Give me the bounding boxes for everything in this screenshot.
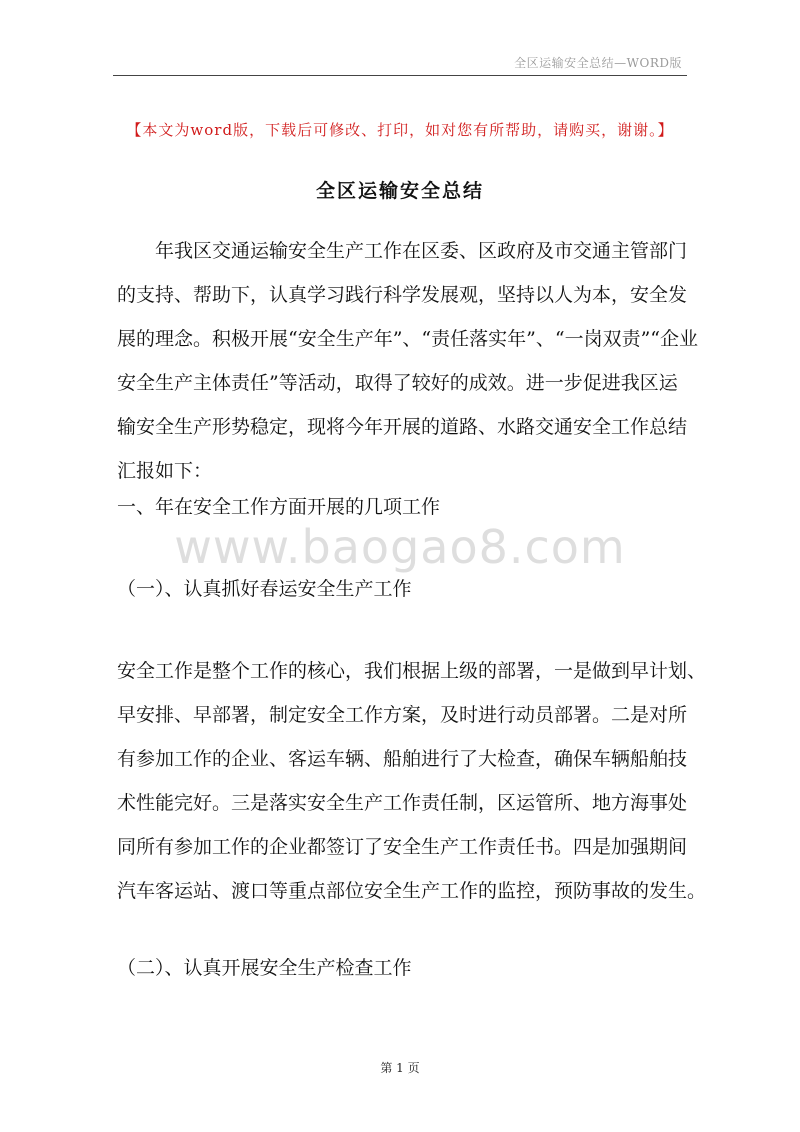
intro-line: 年我区交通运输安全生产工作在区委、区政府及市交通主管部门: [117, 240, 688, 262]
paragraph-line: 同所有参加工作的企业都签订了安全生产工作责任书。四是加强期间: [117, 836, 688, 858]
subsection-heading: （二）、认真开展安全生产检查工作: [117, 957, 412, 979]
intro-line: 的支持、帮助下，认真学习践行科学发展观，坚持以人为本，安全发: [117, 284, 688, 306]
paragraph-line: 有参加工作的企业、客运车辆、船舶进行了大检查，确保车辆船舶技: [117, 748, 688, 770]
intro-line: 汇报如下：: [117, 460, 213, 482]
paragraph-line: 汽车客运站、渡口等重点部位安全生产工作的监控，预防事故的发生。: [117, 880, 707, 902]
watermark: www.baogao8.com: [174, 520, 626, 574]
running-header: 全区运输安全总结—WORD版: [514, 56, 682, 70]
subsection-heading: （一）、认真抓好春运安全生产工作: [117, 578, 412, 600]
paragraph-line: 早安排、早部署，制定安全工作方案，及时进行动员部署。二是对所: [117, 704, 688, 726]
paragraph-line: 安全工作是整个工作的核心，我们根据上级的部署，一是做到早计划、: [117, 660, 707, 682]
paragraph-line: 术性能完好。三是落实安全生产工作责任制，区运管所、地方海事处: [117, 792, 688, 814]
header-divider: [113, 75, 687, 76]
page-number: 第 1 页: [380, 1061, 420, 1075]
intro-line: 安全生产主体责任”等活动，取得了较好的成效。进一步促进我区运: [117, 372, 678, 394]
intro-line: 展的理念。积极开展“安全生产年”、“责任落实年”、“一岗双责”“企业: [117, 328, 698, 350]
intro-line: 输安全生产形势稳定，现将今年开展的道路、水路交通安全工作总结: [117, 416, 688, 438]
document-title: 全区运输安全总结: [315, 180, 484, 202]
download-notice: 【本文为word版，下载后可修改、打印，如对您有所帮助，请购买，谢谢。】: [126, 121, 674, 139]
section-heading: 一、年在安全工作方面开展的几项工作: [117, 496, 441, 518]
